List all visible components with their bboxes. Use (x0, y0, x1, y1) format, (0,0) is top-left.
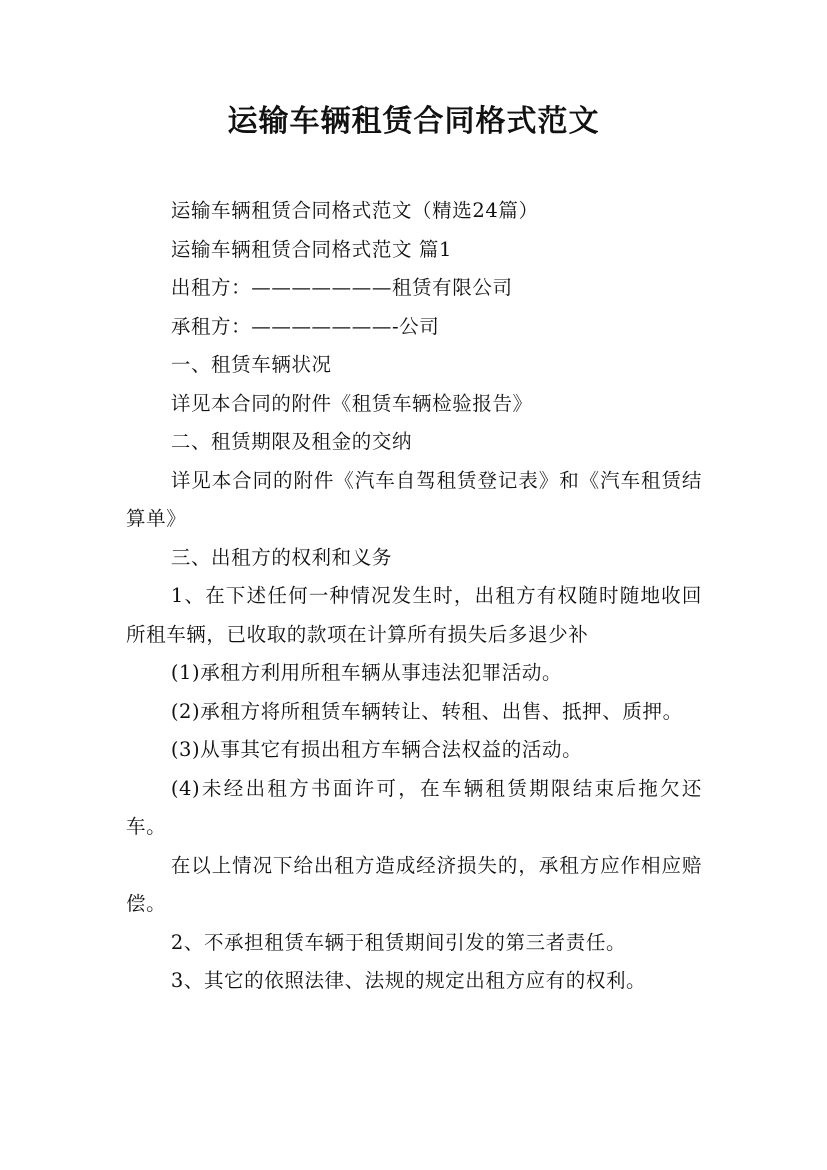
clause-1-compensation: 在以上情况下给出租方造成经济损失的，承租方应作相应赔偿。 (126, 853, 702, 915)
paragraph-article-heading: 运输车辆租赁合同格式范文 篇1 (170, 237, 452, 261)
section-heading-lessor-rights: 三、出租方的权利和义务 (170, 545, 392, 569)
clause-1-item-4: (4)未经出租方书面许可，在车辆租赁期限结束后拖欠还车。 (126, 776, 702, 838)
paragraph-collection-title: 运输车辆租赁合同格式范文（精选24篇） (170, 199, 539, 222)
paragraph-vehicle-status-detail: 详见本合同的附件《租赁车辆检验报告》 (170, 391, 533, 415)
section-heading-vehicle-status: 一、租赁车辆状况 (170, 353, 332, 376)
paragraph-lease-term-detail: 详见本合同的附件《汽车自驾租赁登记表》和《汽车租赁结算单》 (126, 468, 702, 530)
paragraph-lessee: 承租方：———————-公司 (170, 314, 440, 338)
clause-1-item-3: (3)从事其它有损出租方车辆合法权益的活动。 (170, 738, 583, 761)
document-body (126, 192, 702, 1001)
document-title: 运输车辆租赁合同格式范文 (227, 104, 600, 139)
clause-3: 3、其它的依照法律、法规的规定出租方应有的权利。 (170, 969, 647, 992)
section-heading-lease-term: 二、租赁期限及租金的交纳 (170, 430, 413, 453)
paragraph-lessor: 出租方：———————租赁有限公司 (170, 276, 513, 299)
clause-1: 1、在下述任何一种情况发生时，出租方有权随时随地收回所租车辆，已收取的款项在计算所有损失后多退少补 (126, 584, 702, 646)
clause-1-item-2: (2)承租方将所租赁车辆转让、转租、出售、抵押、质押。 (170, 699, 683, 723)
clause-1-item-1: (1)承租方利用所租车辆从事违法犯罪活动。 (170, 661, 563, 684)
clause-2: 2、不承担租赁车辆于租赁期间引发的第三者责任。 (170, 930, 627, 954)
